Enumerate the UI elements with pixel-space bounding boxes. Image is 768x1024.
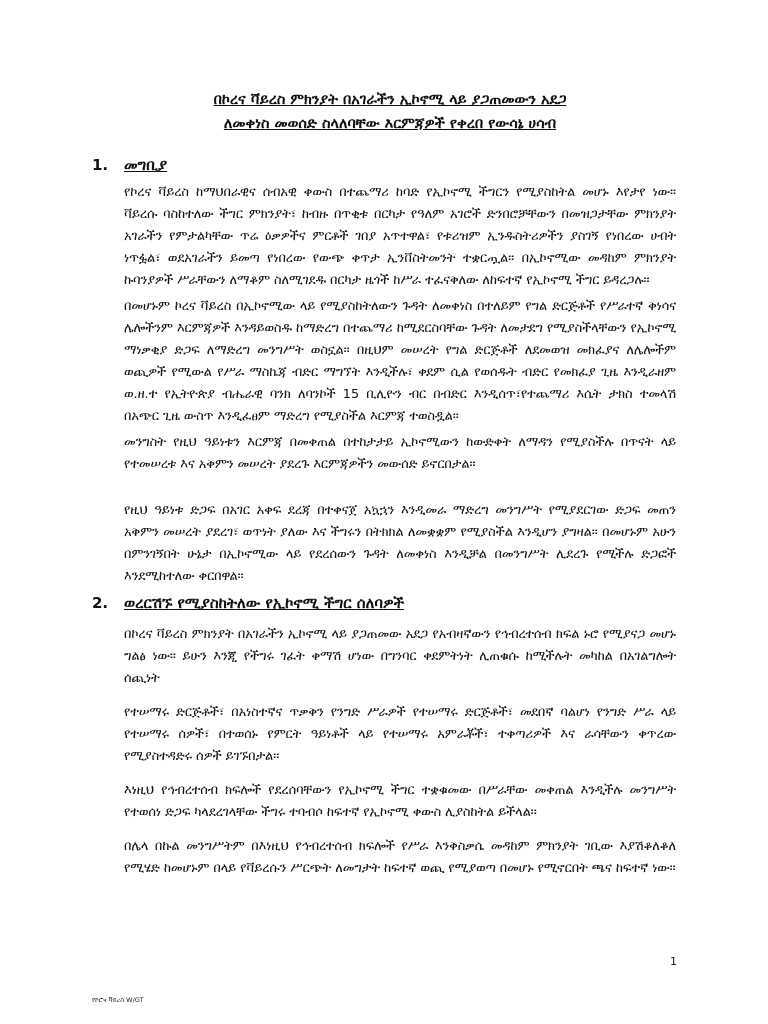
- section-1-heading: [92, 156, 167, 174]
- section-2-paragraph-4: በሌላ በኩል መንግሥትም በእነዚህ የኅብረተሰብ ክፍሎች የሥራ እንቅስቃሴ መዳከም ምክንያት ገቢው እያሽቆለቆለ የሚሄድ ከመሆኑም በላይ የቫይረሱን ሥርጭት ለመግታት ከፍተኛ ወጪ የሚያወጣ በመሆኑ የሚኖርበት ጫና ከፍተኛ ነው፡፡: [124, 839, 676, 876]
- section-2-paragraph-2: የተሠማሩ ድርጅቶች፣ በአነስተኛና ጥቃቅን የንግድ ሥራዎች የተሠማሩ ድርጅቶች፣ መደበኛ ባልሆነ የንግድ ሥራ ላይ የተሠማሩ ሰዎች፣ በተወሰኑ የምርት ዓይነቶች ላይ የተሠማሩ አምራቾች፣ ተቀጣሪዎች እና ራሳቸውን ቀጥረው የሚያስተዳድሩ ሰዎች ይገኙበታል፡፡: [124, 705, 676, 764]
- page-number: 1: [670, 955, 677, 968]
- section-2-heading: [92, 594, 404, 612]
- document-title-line-1: በኮረና ቫይረስ ምክንያት በአገራችን ኢኮኖሚ ላይ ያጋጠመውን አደጋ: [213, 92, 567, 108]
- section-2-paragraph-3: እነዚህ የኅብረተሰብ ክፍሎች የደረሰባቸውን የኢኮኖሚ ችግር ተቋቁመው በሥራቸው መቀጠል እንዲችሉ መንግሥት የተወሰነ ድጋፍ ካላደረገላቸው ችግሩ ተባብሶ ከፍተኛ የኢኮኖሚ ቀውስ ሊያስከትል ይችላል፡፡: [124, 783, 676, 820]
- section-2-paragraph-1: በኮረና ቫይረስ ምክንያት በአገራችን ኢኮኖሚ ላይ ያጋጠመው አደጋ የአብዛኛውን የኅብረተሰብ ክፍል ኑሮ የሚያናጋ መሆኑ ግልፅ ነው፡፡ ይሁን እንጂ የችግሩ ገፈት ቀማሽ ሆነው በግንባር ቀደምትነት ሊጠቁሱ ከሚችሉት መካከል በአገልግሎት ሰጪነት: [124, 627, 676, 686]
- section-1-paragraph-4: የዚህ ዓይነቱ ድጋፍ በአገር አቀፍ ደረጃ በተቀናጀ አኳኋን እንዲመራ ማድረግ መንግሥት የሚያደርገው ድጋፍ መጠን አቅምን መሠረት ያደረገ፣ ወጥነት ያለው እና ችግሩን በትክክል ለመቋቋም የሚያስችል እንዲሆን ያግዛል፡፡ በመሆኑም አሁን በምንገኝበት ሁኔታ በኢኮኖሚው ላይ የደረሰውን ጉዳት ለመቀነስ እንዲቻል በመንግሥት ሊደረጉ የሚችሉ ድጋፎች እንደሚከተለው ቀርበዋል፡፡: [124, 503, 676, 584]
- section-number: 2.: [92, 594, 109, 612]
- section-1-paragraph-3: መንግስት የዚህ ዓይነቱን እርምጃ በመቀጠል በተከታታይ ኢኮኖሚውን ከውድቀት ለማዳን የሚያስችሉ በጥናት ላይ የተመሠረቱ እና አቅምን መሠረት ያደረጉ እርምጃዎችን መውሰድ ይኖርበታል፡፡: [124, 435, 676, 472]
- section-1-paragraph-2: በመሆኑም ኮረና ቫይረስ በኢኮኖሚው ላይ የሚያስከትለውን ጉዳት ለመቀነስ በተለይም የግል ድርጅቶች የሥራተኛ ቅነሳና ሌሎችንም እርምጃዎች እንዳይወስዱ ከማድረግ በተጨማሪ ከሚደርስባቸው ጉዳት ለመታደግ የሚያስችላቸውን የኢኮኖሚ ማነቃቂያ ድጋፍ ለማድረግ መንግሥት ወስኗል፡፡ በዚህም መሠረት የግል ድርጅቶች ለደመወዝ መክፈያና ለሌሎችም ወጪዎች የሚውል የሥራ ማስኬጃ ብድር ማግኘት እንዲችሉ፣ ቀደም ሲል የወሰዱት ብድር የመክፈያ ጊዜ እንዲራዘም ወ.ዘ.ተ የኢትዮጵያ ብሔራዊ ባንክ ለባንኮች 15 ቢሊዮን ብር በብድር እንዲሰጥ፣የተጨማሪ እሴት ታክስ ተመላሽ በአጭር ጊዜ ውስጥ እንዲፈፀም ማድረግ የሚያስችል እርምጃ ተወስዷል፡፡: [124, 299, 676, 424]
- section-number: 1.: [92, 156, 109, 174]
- section-1-paragraph-1: የኮረና ቫይረስ ከማህበራዊና ሰብአዊ ቀውስ በተጨማሪ ከባድ የኢኮኖሚ ችግርን የሚያስከትል መሆኑ እየታየ ነው፡፡ ቫይረሱ ባስከተለው ችግር ምክንያት፣ ከብዙ በጥቂቱ በርካታ የዓለም አገሮች ድንበሮቻቸውን በመዝጋታቸው ምክንያት አገራችን የምታልካቸው ጥሬ ዕቃዎችና ምርቶች ገበያ አጥተዋል፣ የቱሪዝም ኢንዱስትሪዎችን ያስገኝ የነበረው ሀብት ነጥፏል፣ ወደአገራችን ይመጣ የነበረው የውጭ ቀጥታ ኢንቨስትመንት ተቋርጧል፡፡ በኢኮኖሚው መዳከም ምክንያት ኩባንያዎች ሥራቸውን ለማቆም ስለሚገደዱ በርካታ ዜጎች ከሥራ ተፈናቅለው ለከፍተኛ የኢኮኖሚ ችግር ይዳረጋሉ፡፡: [124, 185, 676, 288]
- section-title: መግቢያ: [124, 156, 168, 174]
- section-title: ወረርሽኙ የሚያስከትለው የኢኮኖሚ ችግር ሰለባዎች: [124, 594, 405, 612]
- footer-text: የኮሮና ቫይረስ W/GT: [92, 996, 144, 1004]
- document-title-line-2: ለመቀነስ መወሰድ ስላለባቸው እርምጃዎች የቀረበ የውሳኔ ሀሳብ: [223, 116, 557, 132]
